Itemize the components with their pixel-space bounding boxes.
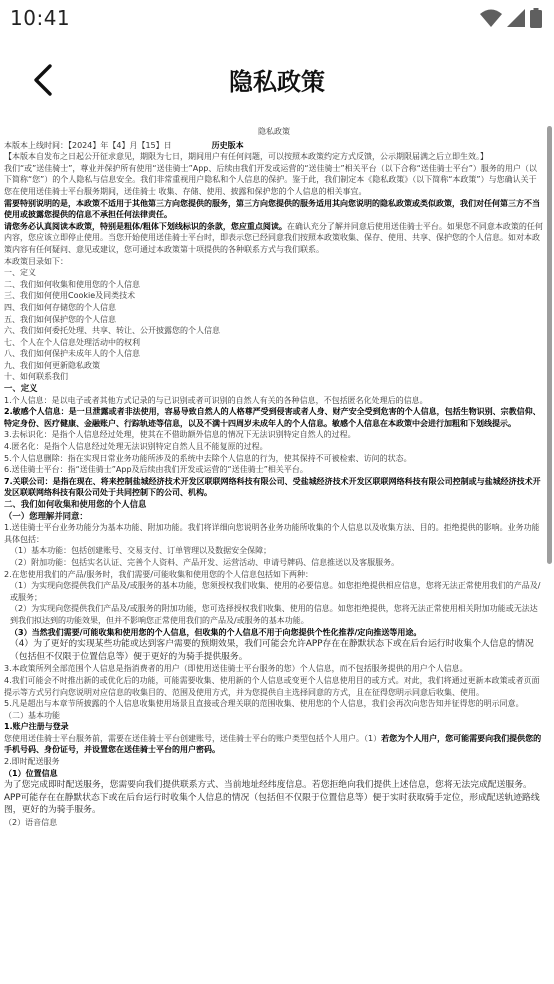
toc-item: 三、我们如何使用Cookie及同类技术 [4, 291, 136, 301]
item-title: 1.账户注册与登录 [4, 722, 69, 732]
paragraph: （2）为实现向您提供我们产品及/或服务的附加功能，您可选择授权我们收集、使用的信息。如您拒绝提供，您将无法正常使用相关附加功能或无法达到我们拟达到的功能效果，但并不影响您正常使用我们的产品及/或服务的基本功能。 [10, 604, 538, 625]
toc-item: 十、如何联系我们 [4, 372, 68, 382]
toc-item: 六、我们如何委托处理、共享、转让、公开披露您的个人信息 [4, 326, 220, 336]
privacy-policy-content[interactable] [4, 126, 544, 984]
subsection-title: （二）基本功能 [4, 710, 60, 720]
definition: 4.匿名化：是指个人信息经过处理无法识别特定自然人且不能复原的过程。 [4, 442, 268, 452]
intro-paragraph: 我们“或”送佳骑士”，尊业并保护所有使用“送佳骑士”App、后续由我们开发或运营的“送佳骑士”相关平台（以下合称“送佳骑士平台”）服务的用户（以下简称“您”）的个人隐私与信息安全。我们非常重视用户隐私和个人信息的保护。鉴于此，我们制定本《隐私政策》（以下简称“本政策”）与您确认关于您在使用送佳骑士平台服务期间，送佳骑士 收集、存储、使用、披露和保护您的个人信息的相关事宜。 [4, 163, 537, 196]
app-header [0, 48, 554, 112]
disclaimer-paragraph: 需要特别说明的是，本政策不适用于其他第三方向您提供的服务，第三方向您提供的服务适用其向您说明的隐私政策或类似政策，我们对任何第三方不当使用或披露您提供的信息不承担任何法律责任。 [4, 198, 540, 220]
paragraph: 2.在您使用我们的产品/服务时，我们需要/可能收集和使用您的个人信息包括如下两种： [4, 569, 314, 579]
history-version-link[interactable]: 历史版本 [211, 140, 244, 150]
page-title: 隐私政策 [229, 68, 325, 96]
signal-icon [506, 8, 526, 28]
toc-item: 四、我们如何存储您的个人信息 [4, 302, 116, 312]
battery-icon [530, 8, 542, 28]
doc-date: 本版本上线时间：【2024】年【4】月【15】日 [4, 140, 172, 150]
read-carefully-bold: 请您务必认真阅读本政策，特别是粗体/粗体下划线标识的条款，您应重点阅读。 [4, 221, 287, 231]
definition: 2.敏感个人信息：是一旦泄露或者非法使用，容易导致自然人的人格尊严受到侵害或者人身、财产安全受到危害的个人信息，包括生物识别、宗教信仰、特定身份、医疗健康、金融账户、行踪轨迹等信息，以及不满十四周岁未成年人的个人信息。敏感个人信息在本政策中会进行加粗和下划线提示。 [4, 407, 541, 428]
read-carefully-rest: 在确认充分了解并同意后使用送佳骑士平台。如果您不同意本政策的任何内容，您应该立即停止使用。当您开始使用送佳骑士平台时，即表示您已经同意我们按照本政策收集、保存、使用、共享、保护您的个人信息。如对本政策内容有任何疑问、意见或建议，您可通过本政策第十项提供的各种联系方式与我们联系。 [4, 221, 543, 254]
definition: 6.送佳骑士平台：指“送佳骑士”App及后续由我们开发或运营的“送佳骑士”相关平台。 [4, 465, 308, 475]
paragraph: （3）当然我们需要/可能收集和使用您的个人信息，但收集的个人信息不用于向您提供个性化推荐/定向推送等用途。 [10, 627, 422, 637]
toc-item: 七、个人在个人信息处理活动中的权利 [4, 337, 140, 347]
toc-item: 一、定义 [4, 268, 36, 278]
paragraph-part-bold: 若您为个人用户，您可能需要向我们提供您的手机号码、身份证号，并设置您在送佳骑士平台的用户密码。 [4, 733, 542, 755]
status-bar [0, 0, 554, 40]
item-title: （2）语音信息 [4, 818, 58, 828]
scrollbar-thumb[interactable] [547, 126, 552, 564]
toc-item: 八、我们如何保护未成年人的个人信息 [4, 349, 140, 359]
toc-item: 九、我们如何更新隐私政策 [4, 360, 100, 370]
item-title: （1）位置信息 [4, 768, 58, 778]
paragraph: （2）附加功能：包括实名认证、完善个人资料、产品开发、运营活动、申请号牌码、信息推送以及客服服务。 [10, 557, 400, 567]
paragraph: （1）基本功能：包括创建账号、交易支付、订单管理以及数据安全保障； [10, 546, 272, 556]
definition: 1.个人信息：是以电子或者其他方式记录的与已识别或者可识别的自然人有关的各种信息，不包括匿名化处理后的信息。 [4, 395, 428, 405]
section-title: 一、定义 [4, 383, 38, 394]
definition: 3.去标识化：是指个人信息经过处理，使其在不借助额外信息的情况下无法识别特定自然人的过程。 [4, 430, 356, 440]
paragraph: 为了您完成即时配送服务，您需要向我们提供联系方式、当前地址经纬度信息。若您拒绝向我们提供上述信息，您将无法完成配送服务。 [4, 780, 532, 791]
notice-paragraph: 【本版本自发布之日起公开征求意见，期限为七日，期间用户有任何问题，可以按照本政策约定方式反馈，公示期限届满之后立即生效。】 [4, 152, 488, 162]
paragraph: 4.我们可能会不时推出新的或优化后的功能，可能需要收集、使用新的个人信息或变更个人信息使用目的或方式。对此，我们将通过更新本政策或者页面提示等方式另行向您说明对应信息的收集目的、范围及使用方式，并为您提供自主选择同意的方式，且在征得您明示同意后收集、使用。 [4, 675, 540, 697]
definition: 7.关联公司：是指在现在、将来控制盐城经济技术开发区联联网络科技有限公司、受盐城经济技术开发区联联网络科技有限公司控制或与盐城经济技术开发区联联网络科技有限公司处于共同控制下的公司、机构。 [4, 476, 541, 498]
doc-meta [4, 140, 544, 152]
paragraph: （1）为实现向您提供我们产品及/或服务的基本功能，您须授权我们收集、使用的必要信息。如您拒绝提供相应信息，您将无法正常使用我们的产品及/或服务； [10, 581, 541, 602]
toc-item: 二、我们如何收集和使用您的个人信息 [4, 279, 140, 289]
definition: 5.个人信息删除：指在实现日常业务功能所涉及的系统中去除个人信息的行为，使其保持不可被检索、访问的状态。 [4, 453, 412, 463]
status-icons [480, 8, 542, 28]
paragraph-part: 您使用送佳骑士平台服务前，需要在送佳骑士平台创建账号，送佳骑士平台的账户类型包括个人用户。（1） [4, 733, 382, 743]
paragraph: APP可能存在在静默状态下或在后台运行时收集个人信息的情况（包括但不仅限于位置信息等）便于实时获取骑手定位，形成配送轨迹路线图，更好的为骑手服务。 [4, 792, 540, 816]
status-time: 10:41 [10, 6, 71, 30]
read-carefully-paragraph [4, 221, 544, 256]
paragraph: （4）为了更好的实现某些功能或达到客户需要的预期效果，我们可能会允许APP存在在静默状态下或在后台运行时收集个人信息的情况（包括但不仅限于位置信息等）便于更好的为骑手提供服务。 [10, 639, 534, 662]
section-title: 二、我们如何收集和使用您的个人信息 [4, 499, 147, 509]
toc-title: 本政策目录如下： [4, 256, 68, 266]
paragraph: 5.凡是超出与本章节所披露的个人信息收集使用场景且直接或合理关联的范围收集、使用您的个人信息，我们会再次向您告知并征得您的明示同意。 [4, 699, 524, 709]
subsection-title: （一）您理解并同意： [4, 510, 88, 521]
toc-item: 五、我们如何保护您的个人信息 [4, 314, 116, 324]
wifi-icon [480, 8, 502, 28]
paragraph: 3.本政策所列全部范围个人信息是指消费者的用户（即使用送佳骑士平台服务的您）个人信息，而不包括服务提供的用户个人信息。 [4, 664, 468, 674]
paragraph: 1.送佳骑士平台业务功能分为基本功能、附加功能。我们将详细向您说明各业务功能所收集的个人信息以及收集方法、目的。拒绝提供的影响。业务功能具体包括： [4, 523, 540, 544]
item-title: 2.即时配送服务 [4, 757, 60, 767]
doc-title: 隐私政策 [258, 127, 290, 136]
paragraph [4, 733, 544, 756]
